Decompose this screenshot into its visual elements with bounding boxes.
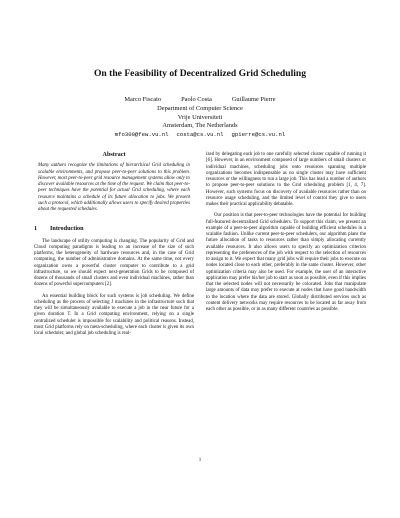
author-emails (40, 131, 360, 140)
body-paragraph: Our position is that peer-to-peer technologies have the potential for building full-featured decentralized Grid schedulers. To support this claim, we present an example of a peer-to-peer algorithm capable of building efficient schedules in a scalable fashion. Unlike current peer-to-peer schedulers, our algorithm plans the future allocation of tasks to resources rather than simply allocating currently available resources. It also allows users to specify an optimization criterion representing the preferences of the job with respect to the selection of resources to assign to it. We expect that many grid jobs will require their jobs to execute on nodes located close to each other, preferably in the same cluster. However, other optimization criteria may also be used. For example, the user of an interactive application may prefer his/her job to start as soon as possible, even if this implies that the selected nodes will not necessarily be colocated. Jobs that manipulate large amounts of data may prefer to execute at nodes that have good bandwidth to the location where the data are stored. Globally distributed services such as content delivery networks may require resources to be located as far away from each other as possible, or in as many different countries as possible. (206, 213, 366, 312)
body-paragraph: The landscape of utility computing is changing. The popularity of Grid and Cloud computing paradigms is leading to an increase of the size of such platforms, the heterogeneity of hardware resources and, in the case of Grid computing, the number of administrative domains. At the same time, not every organization owns a powerful cluster computer to contribute to a grid infrastructure, so we should expect next-generation Grids to be composed of dozens of thousands of small clusters and even individual machines, rather than dozens of powerful supercomputers [2]. (34, 238, 194, 288)
right-column (206, 152, 366, 313)
abstract-text: Many authors recognize the limitations of hierarchical Grid scheduling in scalable environments, and propose peer-to-peer solutions to this problem. However, most peer-to-peer grid resource management systems allow only to discover available resources at the time of the request. We claim that peer-to-peer techniques have the potential for actual Grid scheduling, where each resource maintains a schedule of its future allocation to jobs. We present such a protocol, which additionally allows users to specify desired properties about the requested schedules. (38, 163, 190, 212)
page-number: 1 (198, 458, 202, 463)
email-address: mfo300@few.vu.nl (114, 131, 169, 139)
section-heading (34, 226, 194, 232)
author-name: Marco Fiscato (124, 96, 162, 103)
section-number: 1 (34, 225, 38, 233)
body-paragraph: ized by delegating each job to one carefully selected cluster capable of running it [6]. However, in an environment composed of large numbers of small clusters or individual machines, scheduling jobs onto resources spanning multiple organizations becomes indispensable as no single cluster may have sufficient resources or the willingness to run a large job. This has lead a number of authors to propose peer-to-peer solutions to the Grid scheduling problem [1, 4, 7]. However, such systems focus on discovery of available resources rather than on resource usage scheduling, and the limited level of control they give to users makes their practical applicability debatable. (206, 152, 366, 207)
abstract-heading: Abstract (102, 151, 126, 158)
author-names (40, 96, 360, 105)
section-title: Introduction (50, 225, 84, 233)
paper-title: On the Feasibility of Decentralized Grid Scheduling (93, 68, 307, 79)
author-name: Guillaume Pierre (231, 96, 276, 103)
affiliation-line: Vrije Universiteit (177, 113, 223, 121)
email-address: gpierre@cs.vu.nl (231, 131, 286, 139)
affiliation-line: Amsterdam, The Netherlands (162, 122, 238, 130)
body-paragraph: An essential building block for such systems is job scheduling. We define scheduling as the process of selecting J machines in the infrastructure such that they will be simultaneously available to execute a job in the near future for a given duration T. In a Grid computing environment, relying on a single centralized scheduler is impossible for scalability and political reasons. Instead, most Grid platforms rely on meta-scheduling, where each cluster is given its own local scheduler, and global job scheduling is real- (34, 293, 194, 336)
author-block (40, 96, 360, 140)
affiliation-line: Department of Computer Science (157, 104, 243, 112)
author-name: Paolo Costa (181, 96, 212, 103)
email-address: costa@cs.vu.nl (176, 131, 224, 139)
left-column (34, 152, 194, 337)
